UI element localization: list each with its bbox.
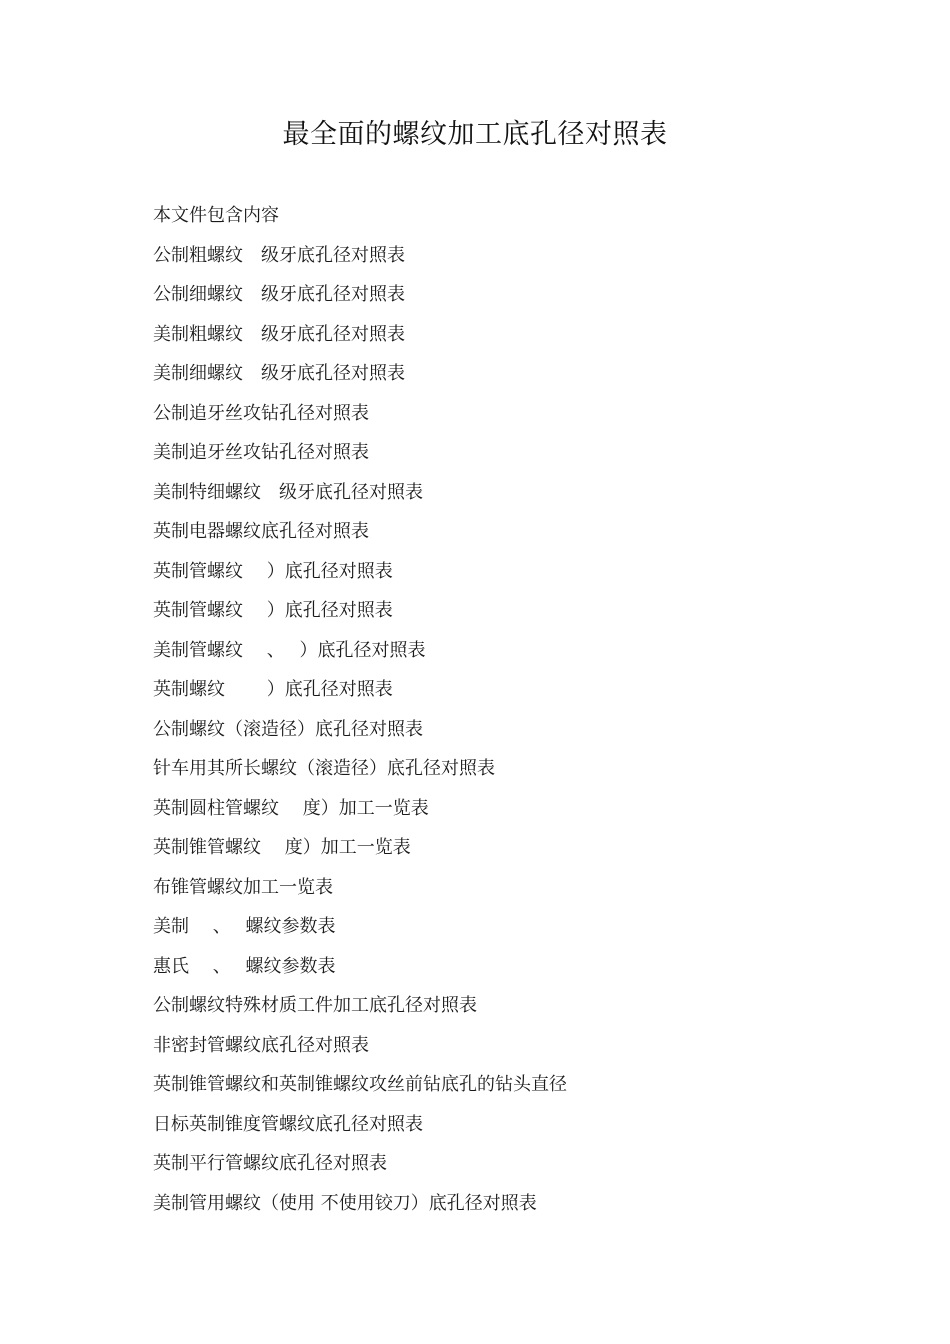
contents-item: 公制螺纹特殊材质工件加工底孔径对照表 [153, 995, 477, 1016]
contents-item: 美制细螺纹 级牙底孔径对照表 [153, 363, 405, 384]
contents-item: 美制 、 螺纹参数表 [153, 916, 336, 937]
contents-item: 英制锥管螺纹 度）加工一览表 [153, 837, 411, 858]
contents-item: 英制管螺纹 ）底孔径对照表 [153, 600, 393, 621]
contents-item: 英制电器螺纹底孔径对照表 [153, 521, 369, 542]
contents-item: 公制细螺纹 级牙底孔径对照表 [153, 284, 405, 305]
contents-item: 英制锥管螺纹和英制锥螺纹攻丝前钻底孔的钻头直径 [153, 1074, 567, 1095]
contents-item: 日标英制锥度管螺纹底孔径对照表 [153, 1113, 423, 1135]
contents-item: 美制管螺纹 、 ）底孔径对照表 [153, 639, 426, 661]
contents-item: 英制圆柱管螺纹 度）加工一览表 [153, 797, 429, 819]
contents-item: 公制粗螺纹 级牙底孔径对照表 [153, 244, 405, 266]
contents-item: 美制粗螺纹 级牙底孔径对照表 [153, 323, 405, 345]
contents-item: 英制平行管螺纹底孔径对照表 [153, 1153, 387, 1174]
contents-item: 美制管用螺纹（使用 不使用铰刀）底孔径对照表 [153, 1192, 537, 1214]
contents-heading: 本文件包含内容 [153, 205, 279, 226]
contents-item: 布锥管螺纹加工一览表 [153, 876, 333, 898]
contents-list [153, 201, 567, 1228]
contents-item: 惠氏 、 螺纹参数表 [153, 955, 336, 977]
contents-item: 针车用其所长螺纹（滚造径）底孔径对照表 [153, 758, 495, 779]
contents-item: 美制追牙丝攻钻孔径对照表 [153, 442, 369, 463]
document-title: 最全面的螺纹加工底孔径对照表 [282, 119, 668, 150]
contents-item: 公制螺纹（滚造径）底孔径对照表 [153, 718, 423, 740]
contents-item: 非密封管螺纹底孔径对照表 [153, 1034, 369, 1056]
contents-item: 英制管螺纹 ）底孔径对照表 [153, 560, 393, 582]
contents-item: 美制特细螺纹 级牙底孔径对照表 [153, 481, 423, 503]
contents-item: 公制追牙丝攻钻孔径对照表 [153, 402, 369, 424]
contents-item: 英制螺纹 ）底孔径对照表 [153, 679, 393, 700]
